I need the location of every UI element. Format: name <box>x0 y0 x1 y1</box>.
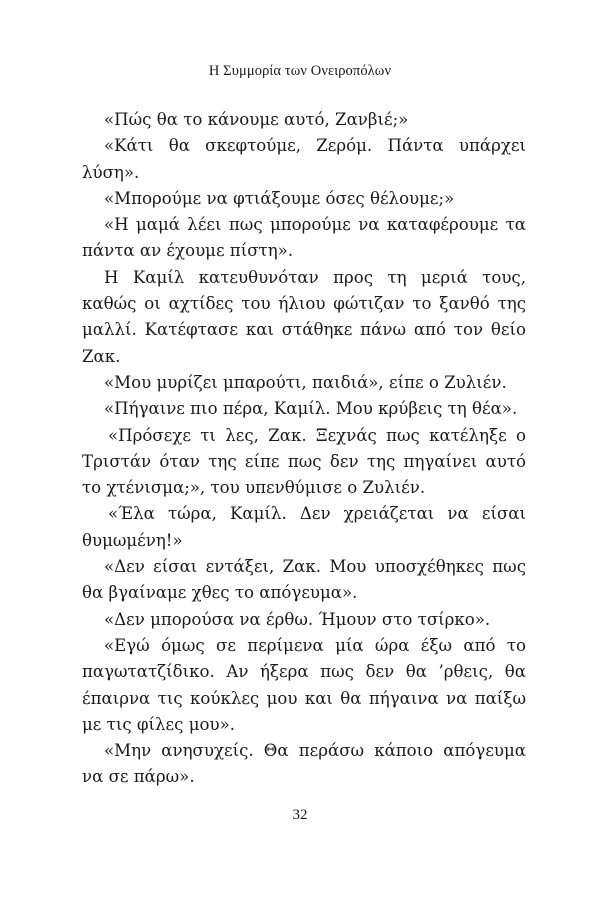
paragraph: «Πήγαινε πιο πέρα, Καμίλ. Μου κρύβεις τη θέα». <box>104 399 518 419</box>
paragraph: «Δεν είσαι εντάξει, Ζακ. Μου υποσχέθηκες πως θα βγαίναμε χθες το απόγευμα». <box>82 557 526 603</box>
paragraph: «Μην ανησυχείς. Θα περάσω κάποιο απόγευμα να σε πάρω». <box>82 741 526 787</box>
paragraph: «Κάτι θα σκεφτούμε, Ζερόμ. Πάντα υπάρχει λύση». <box>82 136 526 182</box>
paragraph: «Η μαμά λέει πως μπορούμε να καταφέρουμε τα πάντα αν έχουμε πίστη». <box>82 215 526 261</box>
paragraph: «Πρόσεχε τι λες, Ζακ. Ξεχνάς πως κατέληξε ο Τριστάν όταν της είπε πως δεν της πηγαίνει αυτό το χτένισμα;», του υπενθύμισε ο Ζυλιέν. <box>82 425 526 498</box>
paragraph: «Μου μυρίζει μπαρούτι, παιδιά», είπε ο Ζυλιέν. <box>104 372 507 392</box>
body-text <box>82 107 526 791</box>
paragraph: «Έλα τώρα, Καμίλ. Δεν χρειάζεται να είσαι θυμωμένη!» <box>82 504 526 550</box>
paragraph: «Μπορούμε να φτιάξουμε όσες θέλουμε;» <box>104 188 455 208</box>
paragraph: Η Καμίλ κατευθυνόταν προς τη μεριά τους, καθώς οι αχτίδες του ήλιου φώτιζαν το ξανθό της μαλλί. Κατέφτασε και στάθηκε πάνω από τον θείο Ζακ. <box>82 267 526 366</box>
page-number: 32 <box>292 807 308 823</box>
paragraph: «Πώς θα το κάνουμε αυτό, Ζανβιέ;» <box>104 110 409 129</box>
paragraph: «Εγώ όμως σε περίμενα μία ώρα έξω από το παγωτατζίδικο. Αν ήξερα πως δεν θα ’ρθεις, θα έπαιρνα τις κούκλες μου και θα πήγαινα να παίξω με τις φίλες μου». <box>82 635 526 734</box>
running-header: Η Συμμορία των Ονειροπόλων <box>208 63 392 79</box>
paragraph: «Δεν μπορούσα να έρθω. Ήμουν στο τσίρκο». <box>104 609 491 629</box>
